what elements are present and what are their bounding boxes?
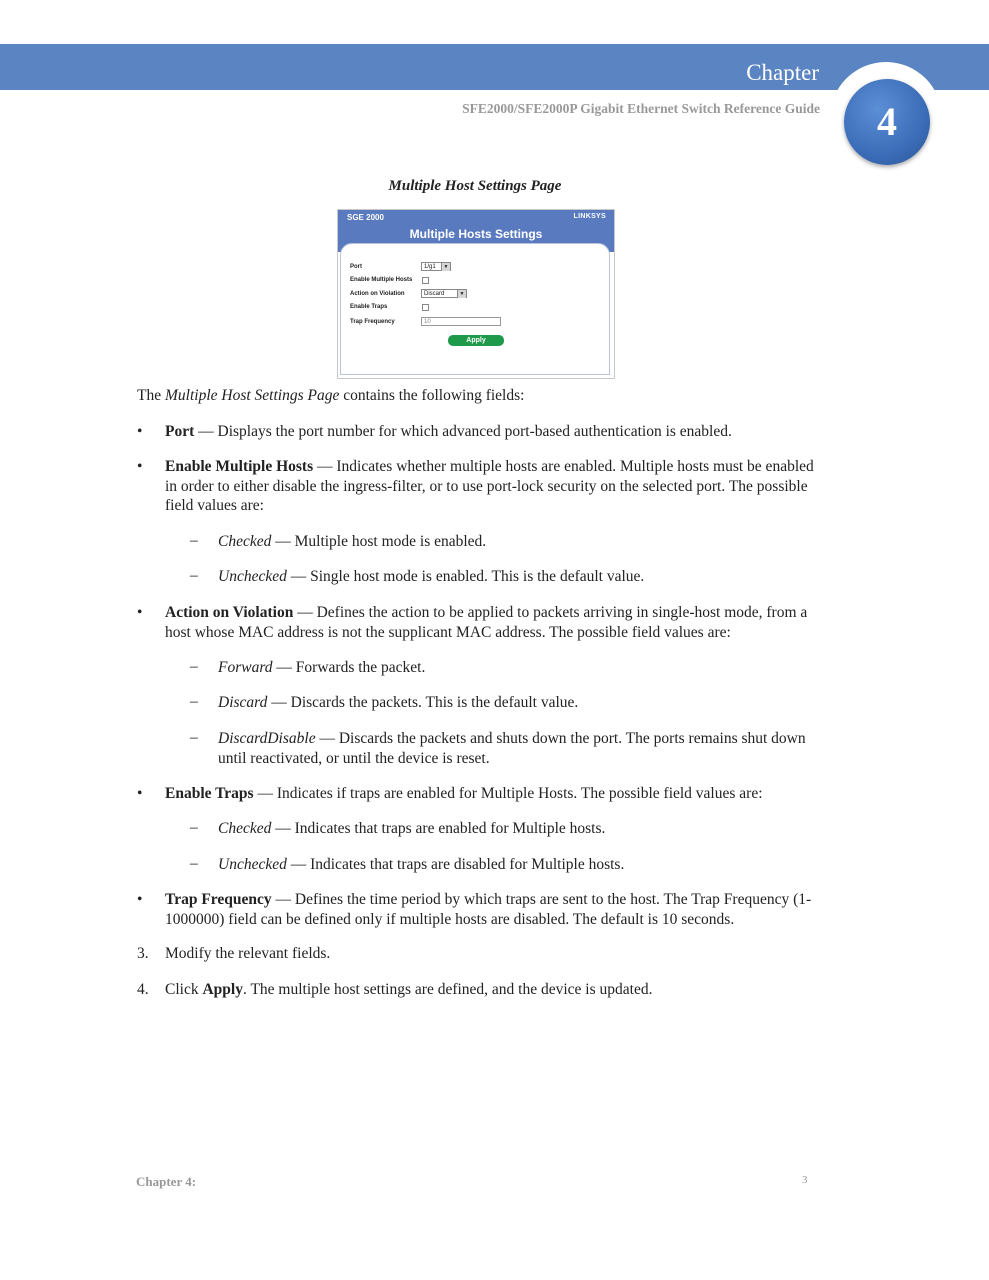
- dash-marker: –: [190, 693, 198, 710]
- field-description: — Indicates if traps are enabled for Multiple Hosts. The possible field values are:: [253, 785, 763, 802]
- dash-marker: –: [190, 855, 198, 872]
- dash-marker: –: [190, 658, 198, 675]
- field-enable-multiple-hosts: [165, 457, 815, 516]
- value-discard: [218, 693, 818, 713]
- value-description: — Indicates that traps are disabled for Multiple hosts.: [286, 856, 625, 873]
- value-description: — Multiple host mode is enabled.: [271, 533, 487, 550]
- action-on-violation-label: Action on Violation: [350, 291, 405, 297]
- dash-marker: –: [190, 729, 198, 746]
- enable-traps-label: Enable Traps: [350, 304, 388, 310]
- step-number: 3.: [137, 945, 149, 962]
- step-text-after: . The multiple host settings are defined, and the device is updated.: [242, 981, 653, 998]
- step-modify-fields: [165, 945, 815, 963]
- field-name: Port: [165, 423, 195, 440]
- chapter-word: Chapter: [746, 60, 819, 85]
- dash-marker: –: [190, 567, 198, 584]
- value-description: — Discards the packets and shuts down the port. The ports remains shut down until reactivated, or until the device is reset.: [218, 730, 806, 767]
- screenshot-brand-logo: LINKSYS: [573, 213, 606, 220]
- field-trap-frequency: [165, 890, 815, 929]
- field-name: Trap Frequency: [165, 891, 272, 908]
- field-action-on-violation: [165, 603, 815, 642]
- field-description: — Defines the action to be applied to packets arriving in single-host mode, from a host whose MAC address is not the supplicant MAC address. The possible field values are:: [165, 604, 808, 641]
- footer-page-number: 3: [802, 1174, 808, 1186]
- footer-chapter-label: Chapter 4:: [136, 1174, 197, 1189]
- enable-multiple-hosts-label: Enable Multiple Hosts: [350, 277, 413, 283]
- field-name: Action on Violation: [165, 604, 294, 621]
- settings-screenshot: [337, 209, 615, 379]
- value-forward: [218, 658, 818, 678]
- value-term: DiscardDisable: [218, 730, 316, 747]
- chevron-down-icon: ▼: [457, 290, 466, 298]
- trap-frequency-label: Trap Frequency: [350, 319, 395, 325]
- trap-frequency-input[interactable]: 10: [421, 317, 501, 326]
- bullet-marker: •: [137, 604, 143, 621]
- value-term: Checked: [218, 820, 272, 837]
- bullet-marker: •: [137, 891, 143, 908]
- bullet-marker: •: [137, 423, 143, 440]
- port-select-value: 1/g1: [424, 264, 436, 270]
- value-term: Checked: [218, 533, 272, 550]
- screenshot-title: Multiple Hosts Settings: [409, 227, 543, 241]
- enable-multiple-hosts-checkbox[interactable]: [422, 277, 429, 284]
- bullet-marker: •: [137, 458, 143, 475]
- value-description: — Forwards the packet.: [272, 659, 426, 676]
- guide-title: SFE2000/SFE2000P Gigabit Ethernet Switch Reference Guide: [462, 101, 820, 116]
- figure-caption: Multiple Host Settings Page: [388, 178, 562, 194]
- field-description: — Indicates whether multiple hosts are enabled. Multiple hosts must be enabled in order to either disable the ingress-filter, or to use port-lock security on the selected port. The possible field values are:: [165, 458, 814, 514]
- step-apply-keyword: Apply: [202, 981, 243, 998]
- value-description: — Single host mode is enabled. This is the default value.: [286, 568, 645, 585]
- intro-suffix: contains the following fields:: [339, 387, 525, 404]
- screenshot-panel: [340, 243, 610, 375]
- dash-marker: –: [190, 532, 198, 549]
- enable-traps-checkbox[interactable]: [422, 304, 429, 311]
- step-number: 4.: [137, 981, 149, 998]
- intro-paragraph: [137, 386, 817, 406]
- field-name: Enable Traps: [165, 785, 254, 802]
- field-name: Enable Multiple Hosts: [165, 458, 314, 475]
- value-term: Forward: [218, 659, 273, 676]
- field-description: — Defines the time period by which traps are sent to the host. The Trap Frequency (1-1000000) field can be defined only if multiple hosts are disabled. The default is 10 seconds.: [165, 891, 812, 928]
- value-term: Discard: [218, 694, 268, 711]
- field-enable-traps: [165, 784, 815, 804]
- value-term: Unchecked: [218, 856, 287, 873]
- value-unchecked: [218, 855, 818, 875]
- value-checked: [218, 532, 818, 552]
- port-select[interactable]: [421, 262, 451, 271]
- screenshot-model: SGE 2000: [347, 213, 384, 222]
- value-checked: [218, 819, 818, 839]
- value-description: — Discards the packets. This is the default value.: [267, 694, 579, 711]
- chapter-number-badge: 4: [844, 79, 930, 165]
- intro-page-name: Multiple Host Settings Page: [164, 387, 340, 404]
- action-on-violation-value: Discard: [424, 291, 445, 297]
- intro-prefix: The: [137, 387, 165, 404]
- field-port: [165, 422, 815, 442]
- port-label: Port: [350, 264, 362, 270]
- dash-marker: –: [190, 819, 198, 836]
- value-discarddisable: [218, 729, 818, 768]
- value-unchecked: [218, 567, 818, 587]
- step-click-apply: [165, 981, 815, 999]
- apply-button[interactable]: Apply: [448, 335, 504, 346]
- value-term: Unchecked: [218, 568, 287, 585]
- bullet-marker: •: [137, 785, 143, 802]
- field-description: — Displays the port number for which advanced port-based authentication is enabled.: [194, 423, 732, 440]
- step-text: Click: [165, 981, 203, 998]
- value-description: — Indicates that traps are enabled for Multiple hosts.: [271, 820, 606, 837]
- chevron-down-icon: ▼: [441, 263, 450, 271]
- step-text: Modify the relevant fields.: [165, 945, 331, 962]
- action-on-violation-select[interactable]: [421, 289, 467, 298]
